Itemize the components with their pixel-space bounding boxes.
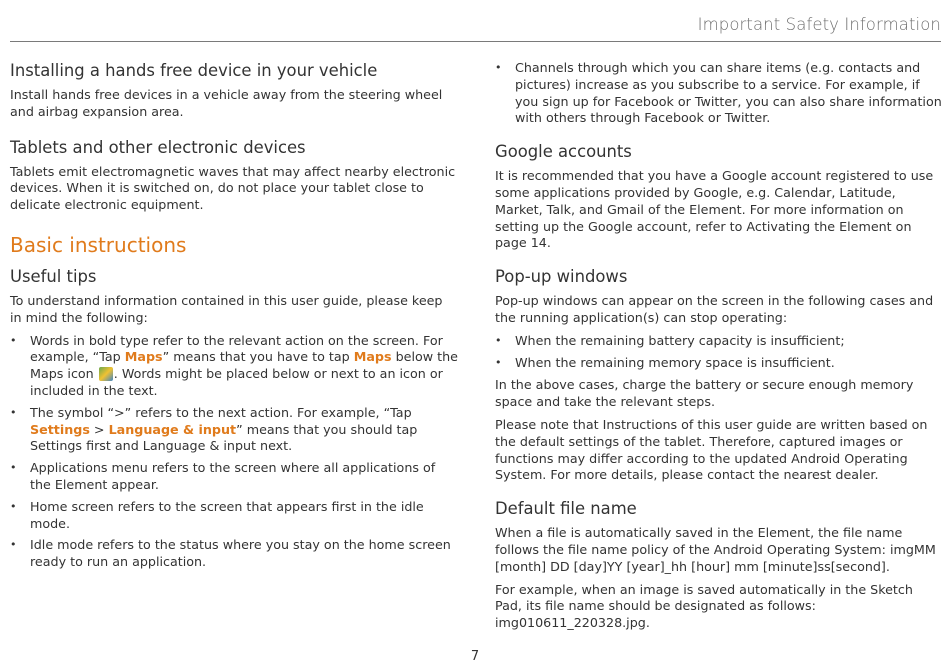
popup-para-2: Please note that Instructions of this user guide are written based on the default settings of the tablet. Therefore, captured images or functions may differ according to the updated Android Operating System. For more details, please contact the nearest dealer. [495,416,928,483]
bullet-text: > [89,421,109,437]
default-file-name-heading: Default file name [495,499,637,519]
bullet-text: . Words might be placed below or next to an icon or included in the text. [30,366,443,398]
list-item: • Home screen refers to the screen that appears first in the idle mode. [10,499,458,533]
bullet-text: The symbol “>” refers to the next action. For example, “Tap [30,404,412,420]
useful-tips-heading: Useful tips [10,266,97,286]
useful-tips-intro: To understand information contained in this user guide, please keep in mind the following: [10,292,443,325]
hands-free-body: Install hands free devices in a vehicle away from the steering wheel and airbag expansion area. [10,87,443,119]
list-item: • Channels through which you can share items (e.g. contacts and pictures) increase as you subscribe to a service. For example, if you sign up for Facebook or Twitter, you can also share information with others through Facebook or Twitter. [495,60,943,127]
popup-para-1: In the above cases, charge the battery or secure enough memory space and take the relevant steps. [495,377,914,410]
maps-highlight: Maps [353,349,392,365]
channels-list [495,60,943,127]
header-title: Important Safety Information [697,15,941,34]
google-accounts-body: It is recommended that you have a Google account registered to use some applications provided by Google, e.g. Calendar, Latitude, Market, Talk, and Gmail of the Element. For more information on setting up the Google account, refer to Activating the Element on page 14. [495,168,934,251]
list-item [10,333,458,400]
language-input-highlight: Language & input [108,421,237,437]
maps-icon [99,367,113,381]
tablets-heading: Tablets and other electronic devices [10,137,306,157]
default-file-para-1: When a file is automatically saved in the Element, the file name follows the file name policy of the Android Operating System: imgMM [month] DD [day]YY [year]_hh [hour] mm [minute]ss[second]. [495,525,936,574]
list-item: • Idle mode refers to the status where you stay on the home screen ready to run an application. [10,537,458,571]
list-item: • When the remaining battery capacity is insufficient; [495,333,943,350]
bullet-text: ” means that you should tap Settings first and Language & input next. [30,421,418,454]
list-item: • Applications menu refers to the screen where all applications of the Element appear. [10,460,458,494]
maps-highlight: Maps [124,349,163,365]
settings-highlight: Settings [30,421,90,437]
bullet-text: Words in bold type refer to the relevant action on the screen. For example, “Tap [30,332,443,365]
tablets-body: Tablets emit electromagnetic waves that may affect nearby electronic devices. When it is switched on, do not place your tablet close to delicate electronic equipment. [10,163,456,213]
list-item: • When the remaining memory space is insufficient. [495,355,943,372]
page-number: 7 [470,649,480,664]
right-column [495,60,943,638]
google-accounts-heading: Google accounts [495,142,632,162]
popup-windows-heading: Pop-up windows [495,267,628,287]
list-item [10,405,458,455]
left-column [10,60,458,577]
bullet-text: below the Maps icon [30,349,458,382]
header-divider [10,41,941,42]
hands-free-heading: Installing a hands free device in your vehicle [10,61,378,80]
useful-tips-list [10,333,458,571]
popup-intro: Pop-up windows can appear on the screen in the following cases and the running application(s) can stop operating: [495,293,934,325]
popup-list [495,333,943,372]
bullet-text: ” means that you have to tap [162,349,354,365]
basic-instructions-title: Basic instructions [10,232,187,257]
default-file-para-2: For example, when an image is saved automatically in the Sketch Pad, its file name should be designated as follows: img010611_220328.jpg. [495,581,913,631]
